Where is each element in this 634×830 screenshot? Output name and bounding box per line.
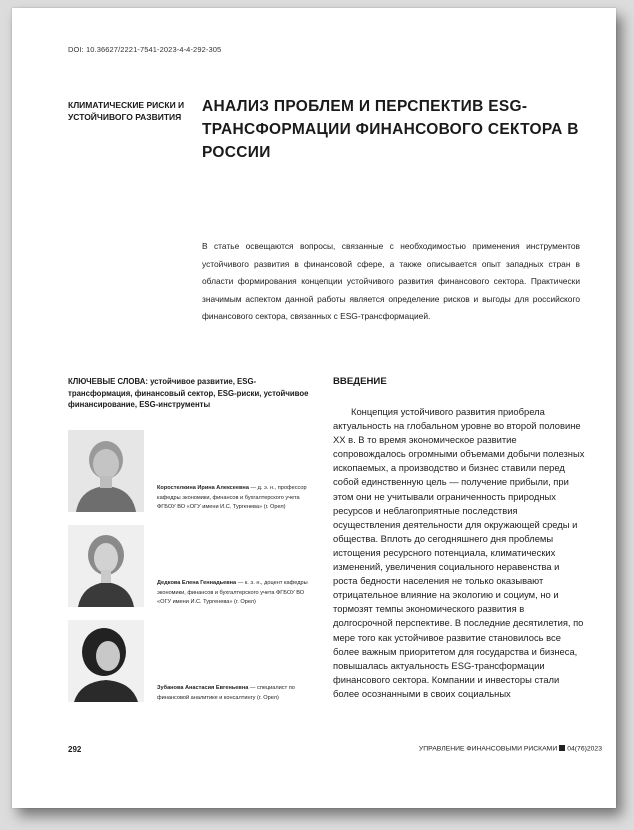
journal-footer [419,745,602,753]
article-title: АНАЛИЗ ПРОБЛЕМ И ПЕРСПЕКТИВ ESG-ТРАНСФОРМАЦИИ ФИНАНСОВОГО СЕКТОРА В РОССИИ [202,98,579,161]
journal-issue: 04(76)2023 [567,745,602,753]
author-photo-2 [68,525,144,607]
abstract: В статье освещаются вопросы, связанные с необходимостью применения инструментов устойчивого развития в финансовой сфере, а также описывается опыт западных стран в области формирования концепции устойчивого развития финансового сектора. Практически значимым аспектом данной работы является определение рисков и выгоды для российского финансового сектора, связанных с ESG-трансформацией. [202,241,580,322]
intro-paragraph: Концепция устойчивого развития приобрела актуальность на глобальном уровне во второй половине XX в. В то время экономическое развитие сопровождалось огромными объемами добычи полезных ископаемых, а производство и бизнес ставили перед собой единственную цель — получение прибыли, при этом они не учитывали ограниченность природных ресурсов и неблагоприятные последствия осуществления деятельности для окружающей среды и общества. Вплоть до сегодняшнего дня проблемы истощения ресурсного потенциала, климатических изменений, увеличения социального неравенства и роста бедности населения не только оказывают отрицательное влияние на экологию и социум, но и тормозят темпы экономического развития в долгосрочной перспективе. В последние десятилетия, по мере того как устойчивое развитие становилось все более важным приоритетом для государства и бизнеса, повышалась актуальность ESG-трансформации финансового сектора. Компании и инвесторы стали более осознанными в своих социальных [333,406,585,699]
author-photo-3 [68,620,144,702]
author-1-details: — д. э. н., профессор кафедры экономики, финансов и бухгалтерского учета ФГБОУ ВО «ОГУ имени И.С. Тургенева» (г. Орел) [157,485,307,510]
intro-body [333,405,585,701]
section-label: КЛИМАТИЧЕСКИЕ РИСКИ И УСТОЙЧИВОГО РАЗВИТИЯ [68,100,185,122]
author-1 [157,484,317,513]
page-number: 292 [68,745,82,754]
author-2-name: Дедкова Елена Геннадьевна [157,580,237,586]
author-3 [157,684,317,703]
author-1-name: Коростелкина Ирина Алексеевна [157,485,249,491]
square-separator-icon [559,745,565,751]
author-photo-1 [68,430,144,512]
author-2-details: — к. э. н., доцент кафедры экономики, финансов и бухгалтерского учета ФГБОУ ВО «ОГУ имени И.С. Тургенева» (г. Орел) [157,580,308,605]
author-3-details: — специалист по финансовой аналитике и консалтингу (г. Орел) [157,685,295,701]
journal-name: УПРАВЛЕНИЕ ФИНАНСОВЫМИ РИСКАМИ [418,745,558,753]
doi: DOI: 10.36627/2221-7541-2023-4-4-292-305 [68,45,222,54]
keywords: КЛЮЧЕВЫЕ СЛОВА: устойчивое развитие, ESG-трансформация, финансовый сектор, ESG-риски, устойчивое финансирование, ESG-инструменты [68,377,309,410]
intro-heading: ВВЕДЕНИЕ [333,376,387,387]
author-3-name: Зубанова Анастасия Евгеньевна [157,685,249,691]
author-2 [157,579,317,608]
